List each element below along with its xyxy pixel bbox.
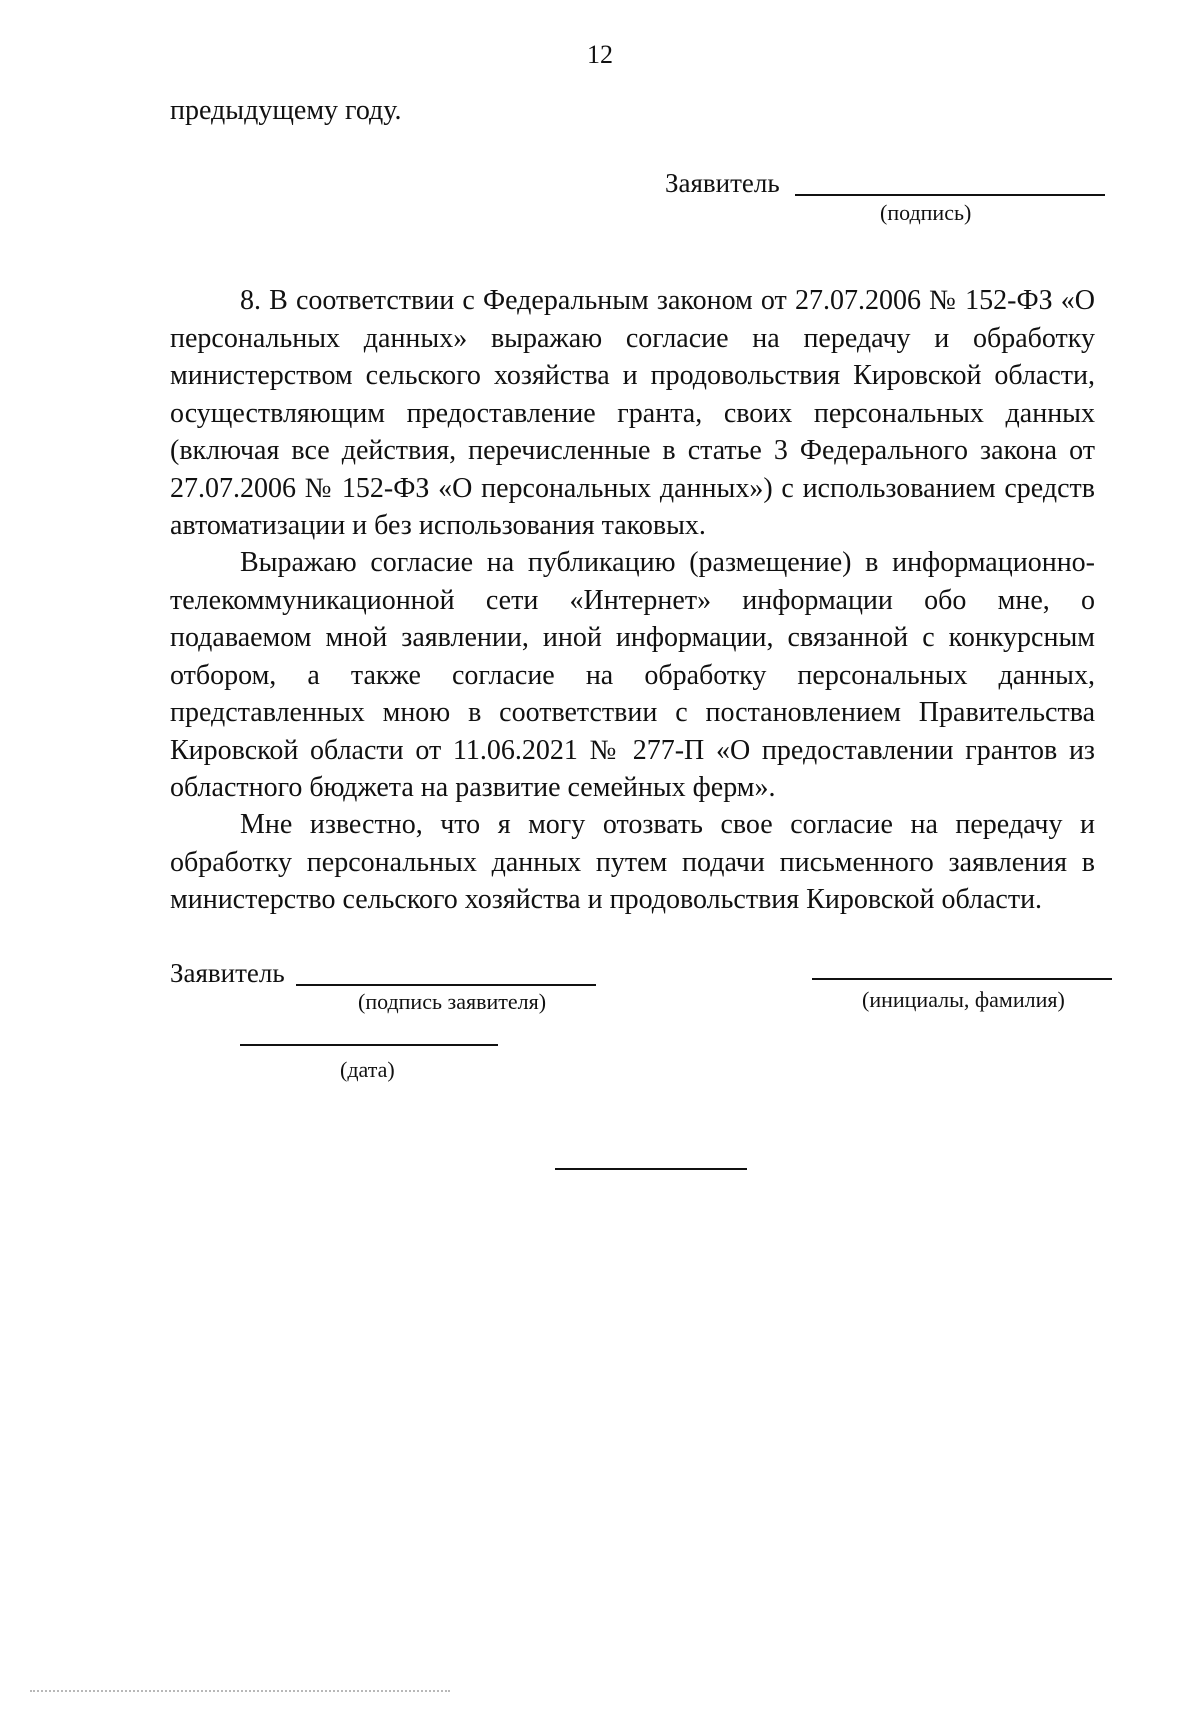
consent-paragraph-3: Мне известно, что я могу отозвать свое согласие на передачу и обработку персональных данных путем подачи письменного заявления в министерство сельского хозяйства и продовольствия Кировской области. (170, 809, 1095, 915)
applicant-signature-caption: (подпись заявителя) (358, 989, 547, 1014)
previous-page-fragment: предыдущему году. (170, 95, 402, 126)
name-line (812, 978, 1112, 980)
date-line (240, 1044, 498, 1046)
page-number: 12 (587, 40, 613, 69)
date-caption: (дата) (340, 1057, 395, 1082)
applicant-label-top: Заявитель (665, 168, 780, 198)
scan-artifact (30, 1690, 450, 1692)
applicant-signature-line (296, 984, 596, 986)
consent-paragraph-2: Выражаю согласие на публикацию (размещение) в информационно-телекоммуникационной сети «Интернет» информации обо мне, о подаваемом мной заявлении, иной информации, связанной с конкурсным отбором, а также согласие на обработку персональных данных, представленных мною в соответствии с постановлением Правительства Кировской области от 11.06.2021 № 277-П «О предоставлении грантов из областного бюджета на развитие семейных ферм». (170, 547, 1095, 803)
signature-line-top (795, 194, 1105, 196)
consent-paragraph-1: 8. В соответствии с Федеральным законом от 27.07.2006 № 152-ФЗ «О персональных данных» выражаю согласие на передачу и обработку министерством сельского хозяйства и продовольствия Кировской области, осуществляющим предоставление гранта, своих персональных данных (включая все действия, перечисленные в статье 3 Федерального закона от 27.07.2006 № 152-ФЗ «О персональных данных») с использованием средств автоматизации и без использования таковых. (170, 285, 1095, 541)
end-rule (555, 1168, 747, 1170)
applicant-label-bottom: Заявитель (170, 958, 285, 988)
name-caption: (инициалы, фамилия) (862, 987, 1065, 1012)
signature-caption-top: (подпись) (880, 200, 972, 225)
